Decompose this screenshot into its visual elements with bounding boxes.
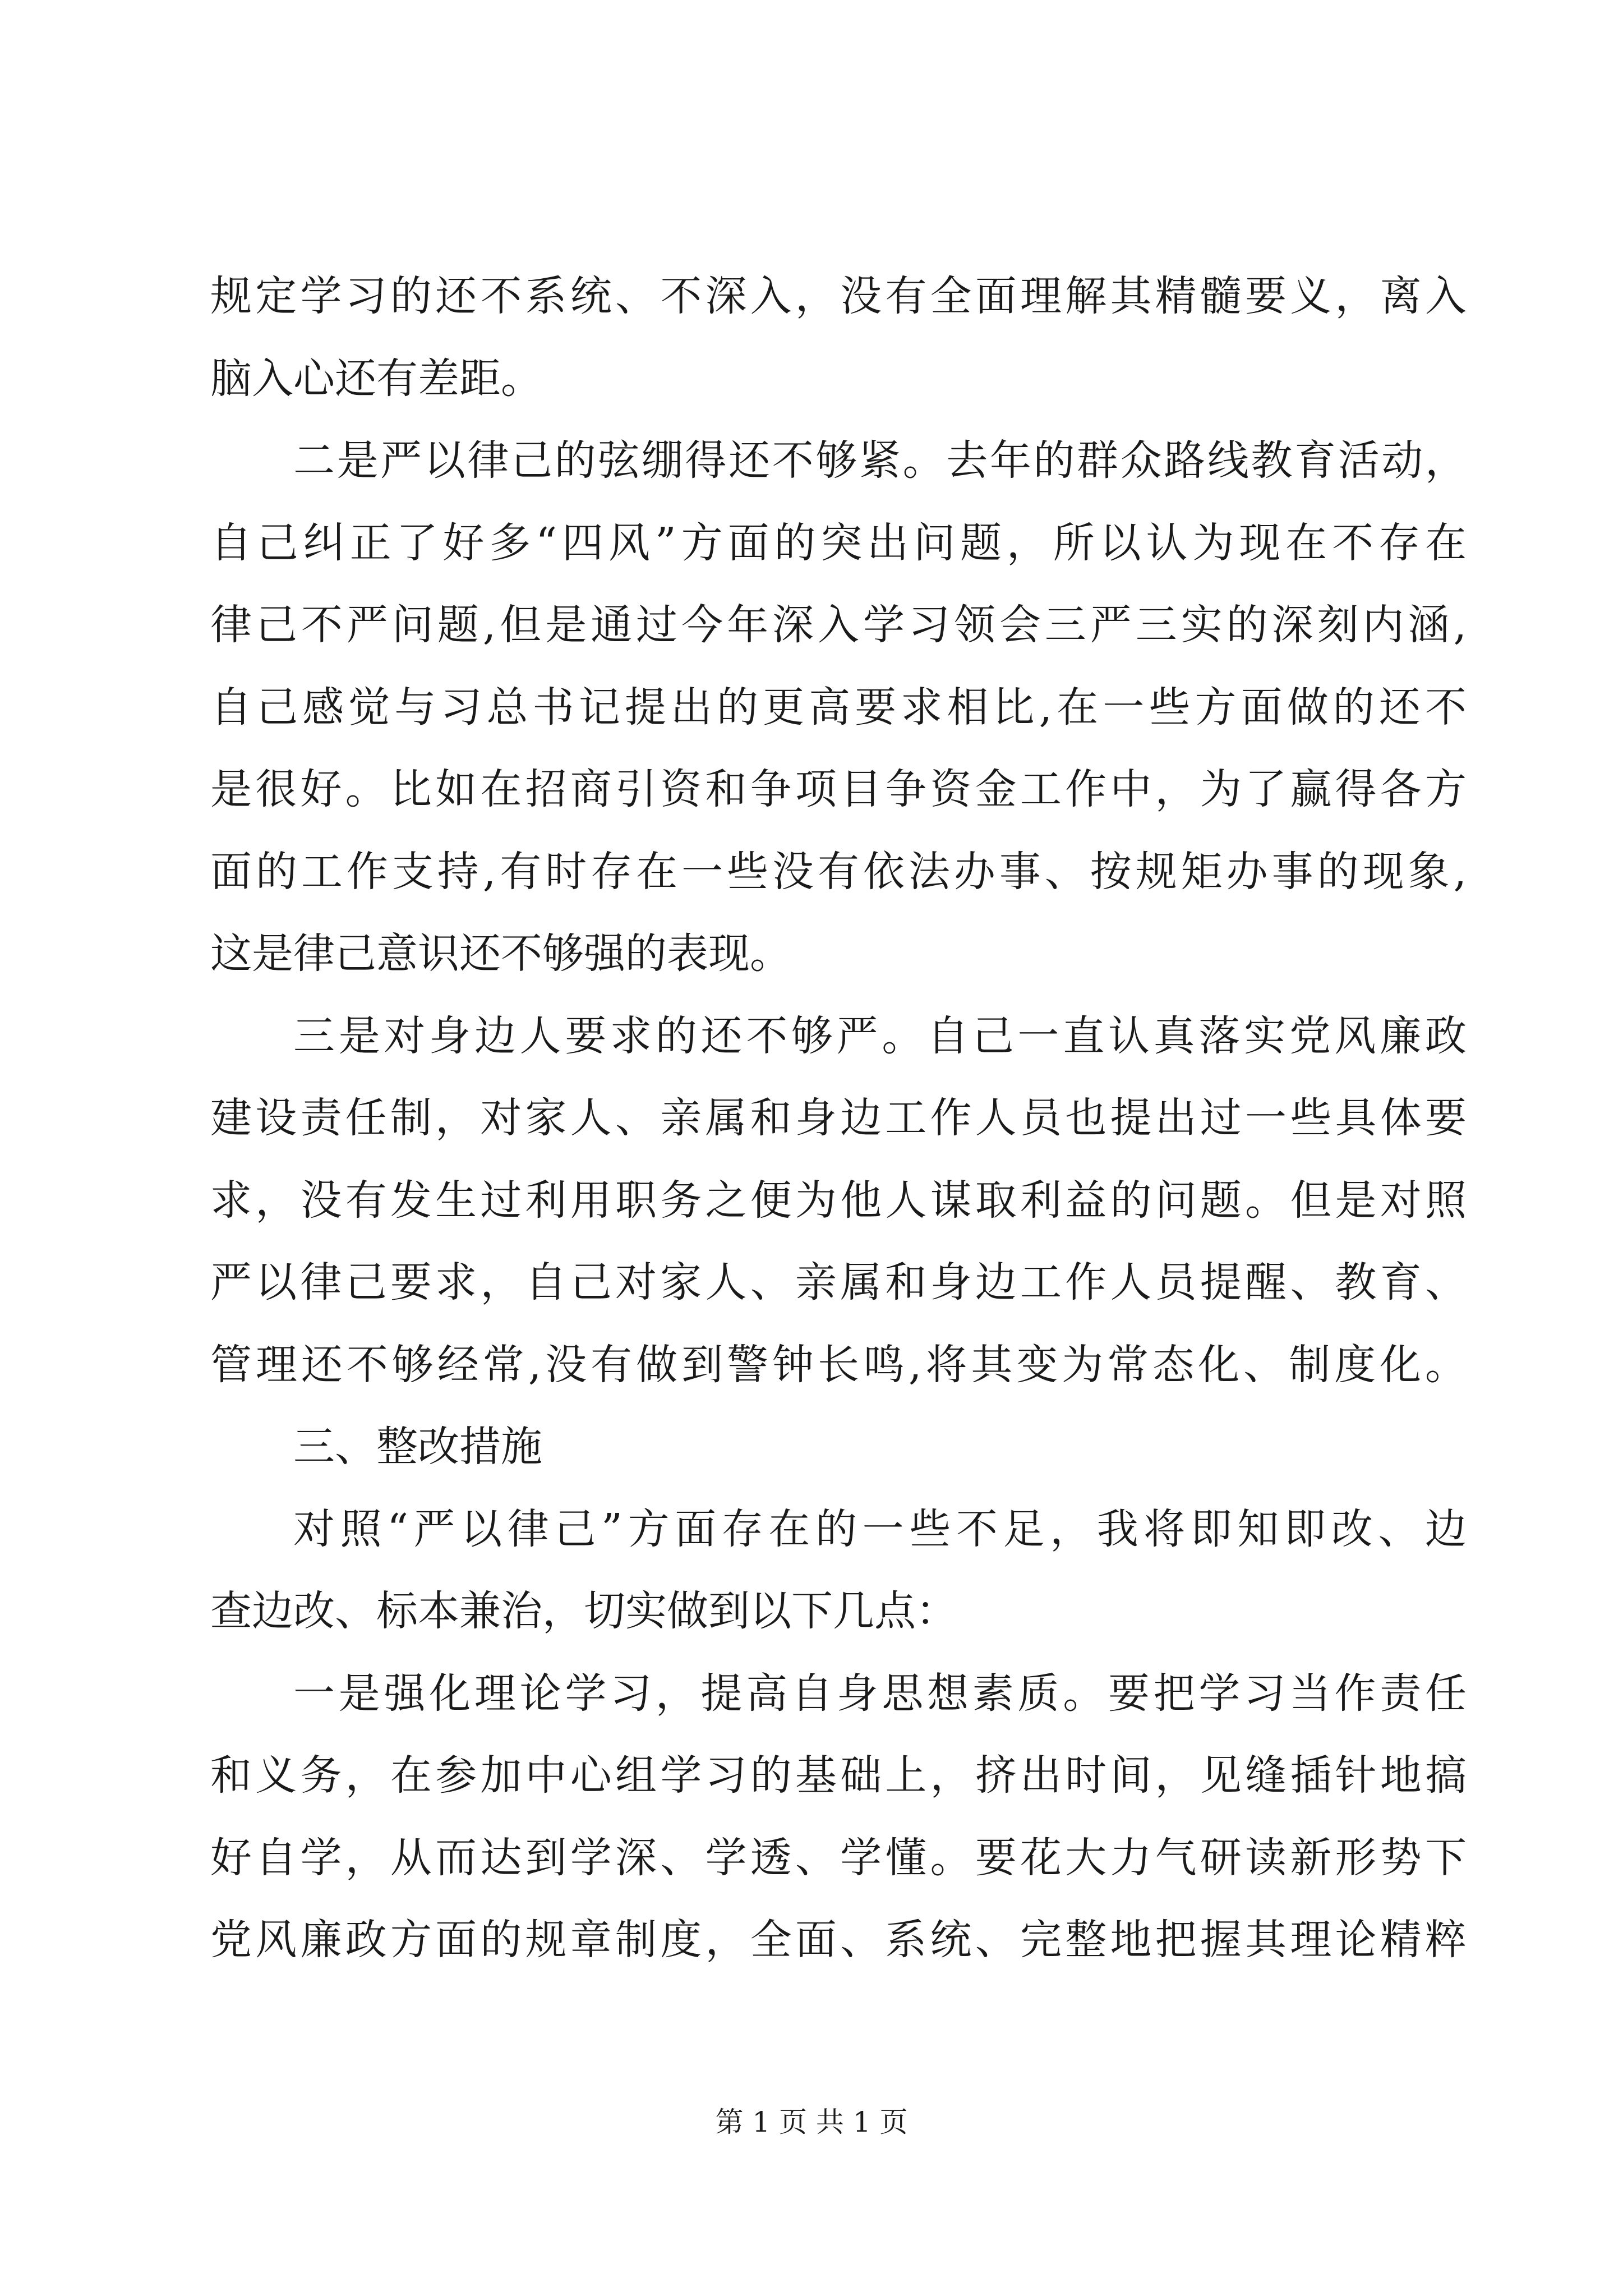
- text-line: 这是律己意识还不够强的表现。: [210, 930, 791, 978]
- paragraph-start-line: 三是对身边人要求的还不够严。自己一直认真落实党风廉政: [293, 1011, 1467, 1060]
- text-line: 自己纠正了好多“四风”方面的突出问题，所以认为现在不存在: [210, 518, 1467, 567]
- paragraph-start-line: 对照“严以律己”方面存在的一些不足，我将即知即改、边: [293, 1504, 1467, 1553]
- page-footer: [0, 2102, 1623, 2142]
- text-line: 管理还不够经常,没有做到警钟长鸣,将其变为常态化、制度化。: [210, 1340, 1467, 1389]
- document-body: [210, 255, 1467, 1981]
- text-line: 面的工作支持,有时存在一些没有依法办事、按规矩办事的现象,: [210, 847, 1467, 896]
- text-line: 规定学习的还不系统、不深入，没有全面理解其精髓要义，离入: [210, 272, 1467, 320]
- page-number-label: 第 1 页 共 1 页: [715, 2106, 908, 2138]
- text-line: 自己感觉与习总书记提出的更高要求相比,在一些方面做的还不: [210, 683, 1467, 731]
- text-line: 律己不严问题,但是通过今年深入学习领会三严三实的深刻内涵,: [210, 601, 1467, 649]
- text-line: 建设责任制，对家人、亲属和身边工作人员也提出过一些具体要: [210, 1094, 1467, 1142]
- section-heading: 三、整改措施: [293, 1423, 542, 1471]
- text-line: 党风廉政方面的规章制度，全面、系统、完整地把握其理论精粹: [210, 1916, 1467, 1964]
- text-line: 查边改、标本兼治，切实做到以下几点：: [210, 1587, 957, 1635]
- text-line: 和义务，在参加中心组学习的基础上，挤出时间，见缝插针地搞: [210, 1751, 1467, 1800]
- paragraph-start-line: 一是强化理论学习，提高自身思想素质。要把学习当作责任: [293, 1669, 1467, 1718]
- text-line: 好自学，从而达到学深、学透、学懂。要花大力气研读新形势下: [210, 1833, 1467, 1882]
- text-line: 严以律己要求，自己对家人、亲属和身边工作人员提醒、教育、: [210, 1258, 1467, 1306]
- text-line: 求，没有发生过利用职务之便为他人谋取利益的问题。但是对照: [210, 1176, 1467, 1225]
- text-line: 脑入心还有差距。: [210, 354, 542, 403]
- paragraph-start-line: 二是严以律己的弦绷得还不够紧。去年的群众路线教育活动，: [293, 436, 1467, 485]
- text-line: 是很好。比如在招商引资和争项目争资金工作中，为了赢得各方: [210, 765, 1467, 813]
